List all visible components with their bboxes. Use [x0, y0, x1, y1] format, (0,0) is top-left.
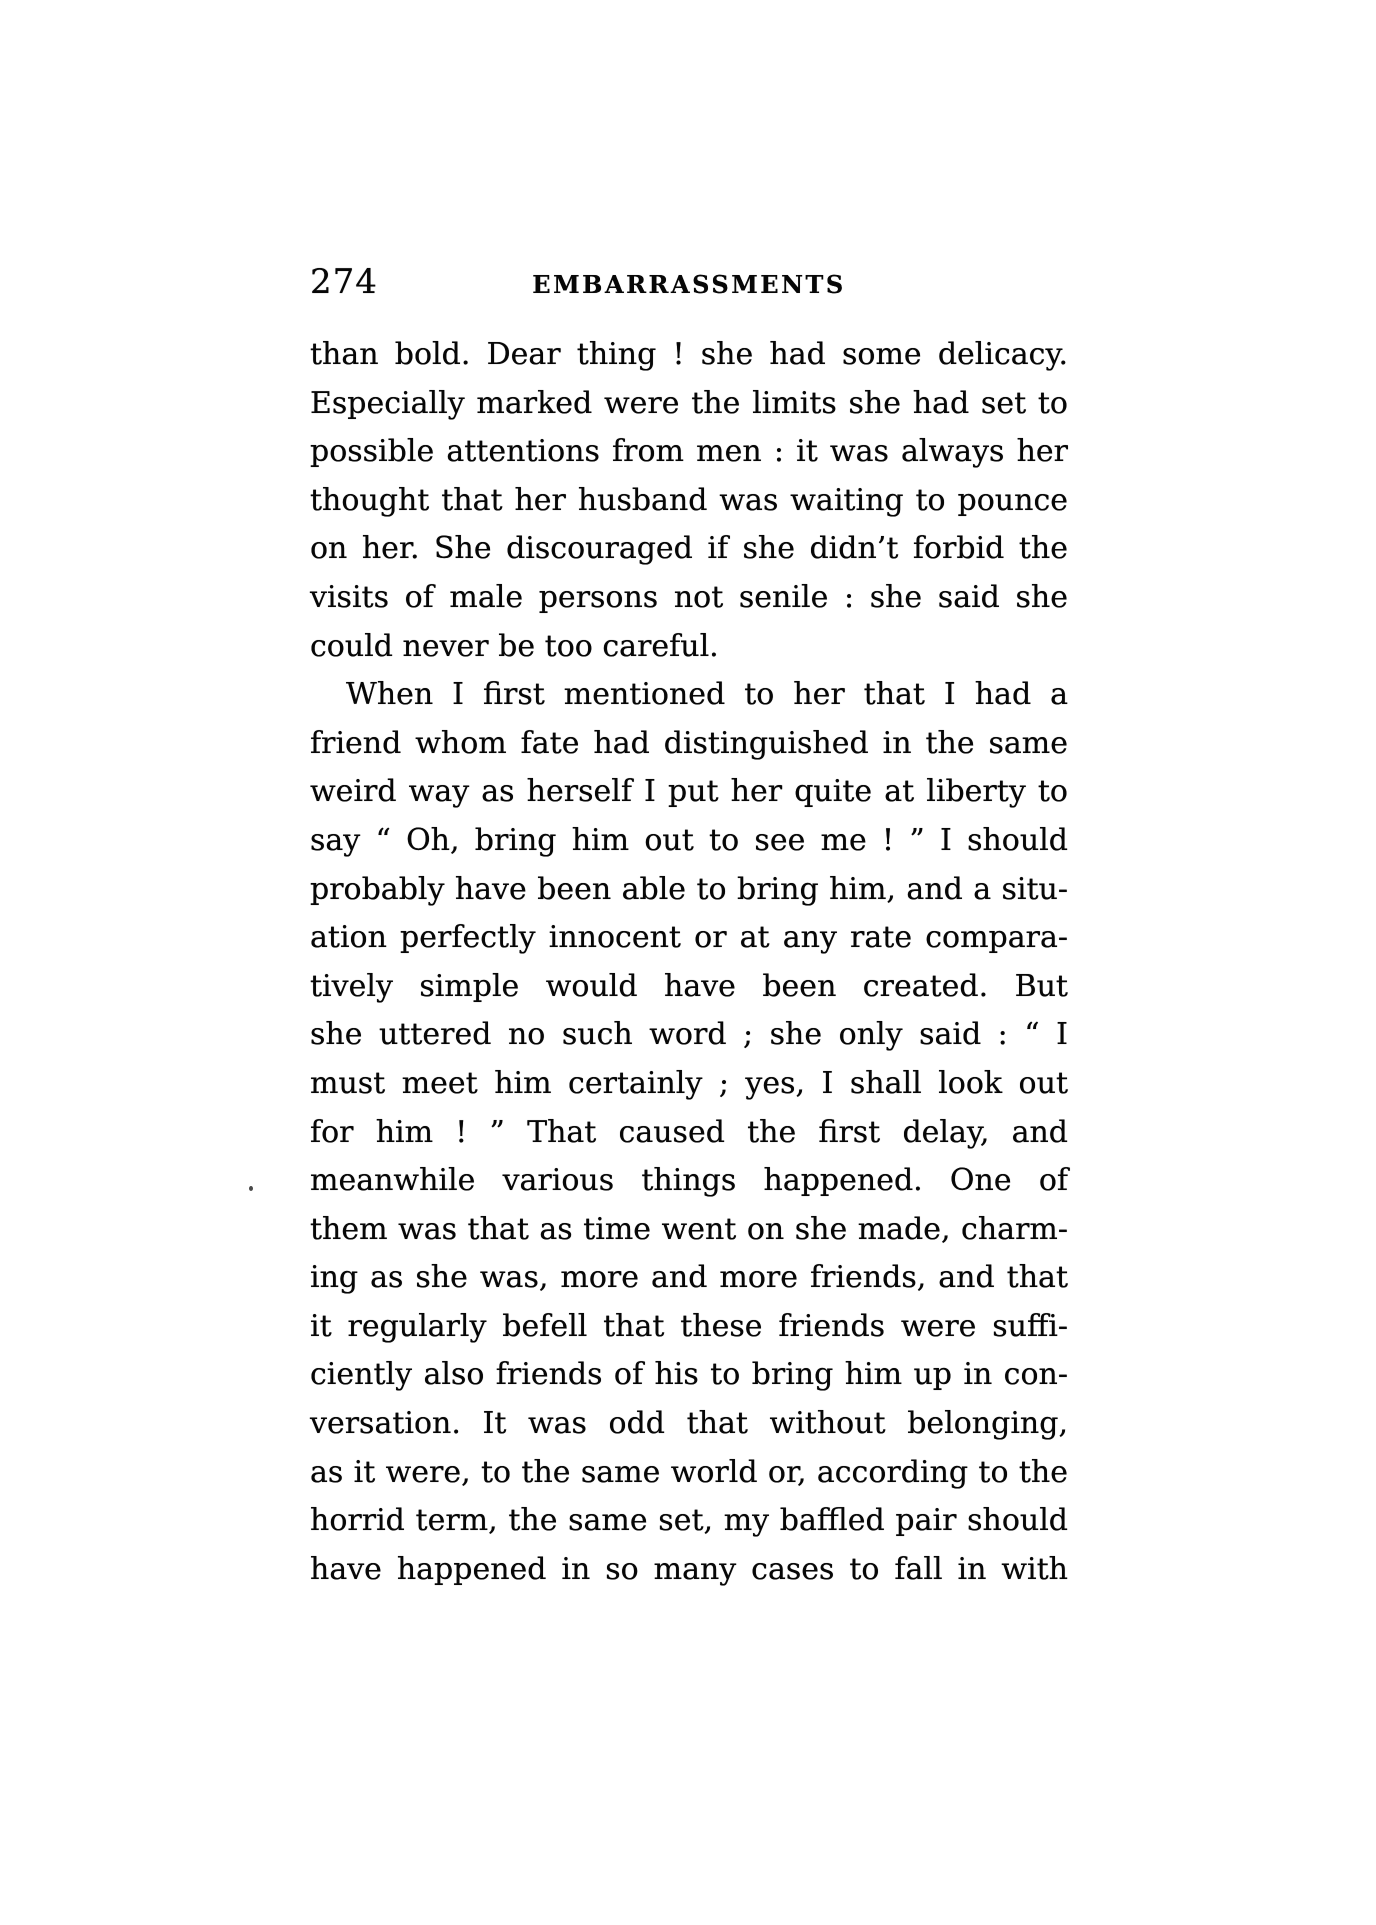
text-line: ing as she was, more and more friends, and that	[310, 1260, 1068, 1296]
text-line: horrid term, the same set, my baffled pair should	[310, 1503, 1068, 1539]
text-line: have happened in so many cases to fall in with	[310, 1551, 1068, 1587]
text-line: Especially marked were the limits she had set to	[310, 385, 1068, 421]
text-line: must meet him certainly ; yes, I shall look out	[310, 1065, 1068, 1101]
text-line: versation. It was odd that without belonging,	[310, 1406, 1068, 1442]
page-number: 274	[310, 262, 378, 302]
page-header	[310, 262, 1068, 304]
text-line: could never be too careful.	[310, 628, 719, 664]
text-line: meanwhile various things happened. One of	[310, 1163, 1068, 1199]
body-text	[310, 331, 1068, 1594]
text-line: visits of male persons not senile : she said she	[310, 579, 1068, 615]
text-line: it regularly befell that these friends were suffi-	[310, 1308, 1068, 1344]
text-line: friend whom fate had distinguished in the same	[310, 725, 1068, 761]
text-line: weird way as herself I put her quite at liberty to	[310, 774, 1068, 810]
text-line: as it were, to the same world or, according to the	[310, 1454, 1068, 1490]
text-line: on her. She discouraged if she didn’t forbid the	[310, 531, 1068, 567]
text-line: thought that her husband was waiting to pounce	[310, 482, 1068, 518]
text-line: ation perfectly innocent or at any rate compara-	[310, 920, 1068, 956]
text-line: for him ! ” That caused the first delay, and	[310, 1114, 1068, 1150]
text-line: possible attentions from men : it was always her	[310, 434, 1068, 470]
text-line: than bold. Dear thing ! she had some delicacy.	[310, 337, 1068, 372]
text-line: When I first mentioned to her that I had a	[346, 677, 1068, 713]
text-line: ciently also friends of his to bring him up in con-	[310, 1357, 1068, 1393]
text-line: she uttered no such word ; she only said : “ I	[310, 1017, 1068, 1053]
text-line: probably have been able to bring him, and a situ-	[310, 871, 1068, 907]
text-line: tively simple would have been created. But	[310, 968, 1068, 1004]
ink-speck	[249, 1186, 253, 1191]
text-line: say “ Oh, bring him out to see me ! ” I should	[310, 822, 1068, 858]
running-header: EMBARRASSMENTS	[532, 270, 846, 299]
text-line: them was that as time went on she made, charm-	[310, 1211, 1068, 1247]
